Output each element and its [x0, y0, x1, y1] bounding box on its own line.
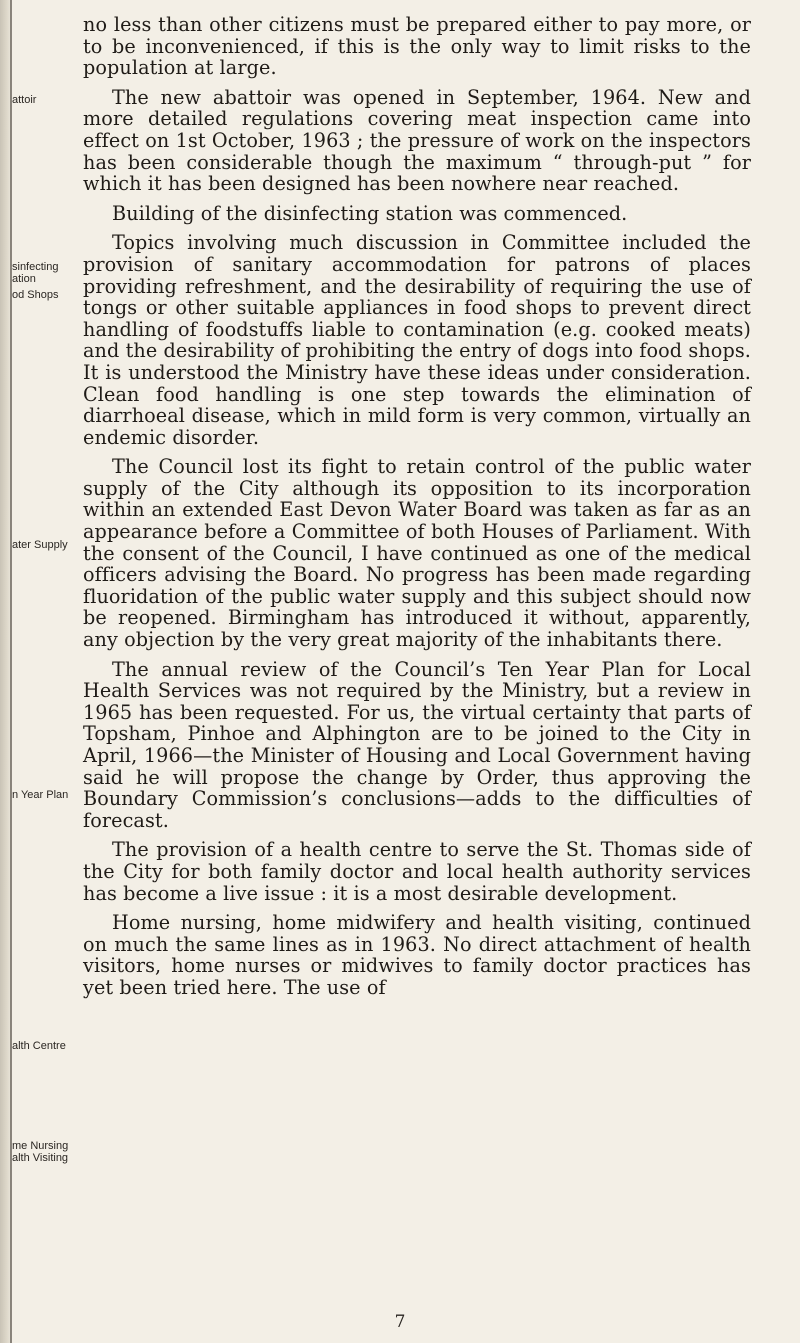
margin-note-food-shops: od Shops — [12, 289, 59, 301]
paragraph-home-nursing: Home nursing, home midwifery and health visiting, continued on much the same lines as in 1963. No direct attachment of health visitors, home nurses or midwives to family doctor practices has yet been tried here. The use of — [83, 911, 751, 999]
paragraph-continuation: no less than other citizens must be prepared either to pay more, or to be inconvenienced, if this is the only way to limit risks to the population at large. — [83, 13, 751, 80]
body-text — [83, 14, 751, 1007]
margin-note-ten-year-plan: n Year Plan — [12, 789, 69, 801]
margin-note-health-centre: alth Centre — [12, 1040, 66, 1052]
margin-note-home-nursing: me Nursing alth Visiting — [12, 1140, 69, 1164]
paragraph-food-shops: Topics involving much discussion in Committee included the provision of sanitary accommodation for patrons of places providing refreshment, and the desirability of requiring the use of tongs or other suitable appliances in food shops to prevent direct handling of foodstuffs liable to contamination (e.g. cooked meats) and the desirability of prohibiting the entry of dogs into food shops. It is understood the Ministry have these ideas under consideration. Clean food handling is one step towards the elimination of diarrhoeal disease, which in mild form is very common, virtually an endemic disorder. — [83, 231, 751, 449]
margin-note-water-supply: ater Supply — [12, 539, 68, 551]
paragraph-disinfecting-station: Building of the disinfecting station was commenced. — [112, 201, 628, 225]
margin-note-abattoir: attoir — [12, 94, 37, 106]
paragraph-abattoir: The new abattoir was opened in September, 1964. New and more detailed regulations covering meat inspection came into effect on 1st October, 1963 ; the pressure of work on the inspectors has been considerable though the maximum “ through-put ” for which it has been designed has been nowhere near reached. — [83, 85, 751, 196]
paragraph-health-centre: The provision of a health centre to serve the St. Thomas side of the City for both family doctor and local health authority services has become a live issue : it is a most desirable development. — [83, 838, 751, 905]
margin-note-disinfecting-station: sinfecting ation — [12, 261, 59, 285]
paragraph-ten-year-plan: The annual review of the Council’s Ten Year Plan for Local Health Services was not required by the Ministry, but a review in 1965 has been requested. For us, the virtual certainty that parts of Topsham, Pinhoe and Alphington are to be joined to the City in April, 1966—the Minister of Housing and Local Government having said he will propose the change by Order, thus approving the Boundary Commission’s conclusions—adds to the difficulties of forecast. — [83, 657, 751, 832]
page-number: 7 — [394, 1312, 406, 1332]
paragraph-water-supply: The Council lost its fight to retain control of the public water supply of the City although its opposition to its incorporation within an extended East Devon Water Board was taken as far as an appearance before a Committee of both Houses of Parliament. With the consent of the Council, I have continued as one of the medical officers advising the Board. No progress has been made regarding fluoridation of the public water supply and this subject should now be reopened. Birmingham has introduced it without, apparently, any objection by the very great majority of the inhabitants there. — [83, 455, 751, 652]
